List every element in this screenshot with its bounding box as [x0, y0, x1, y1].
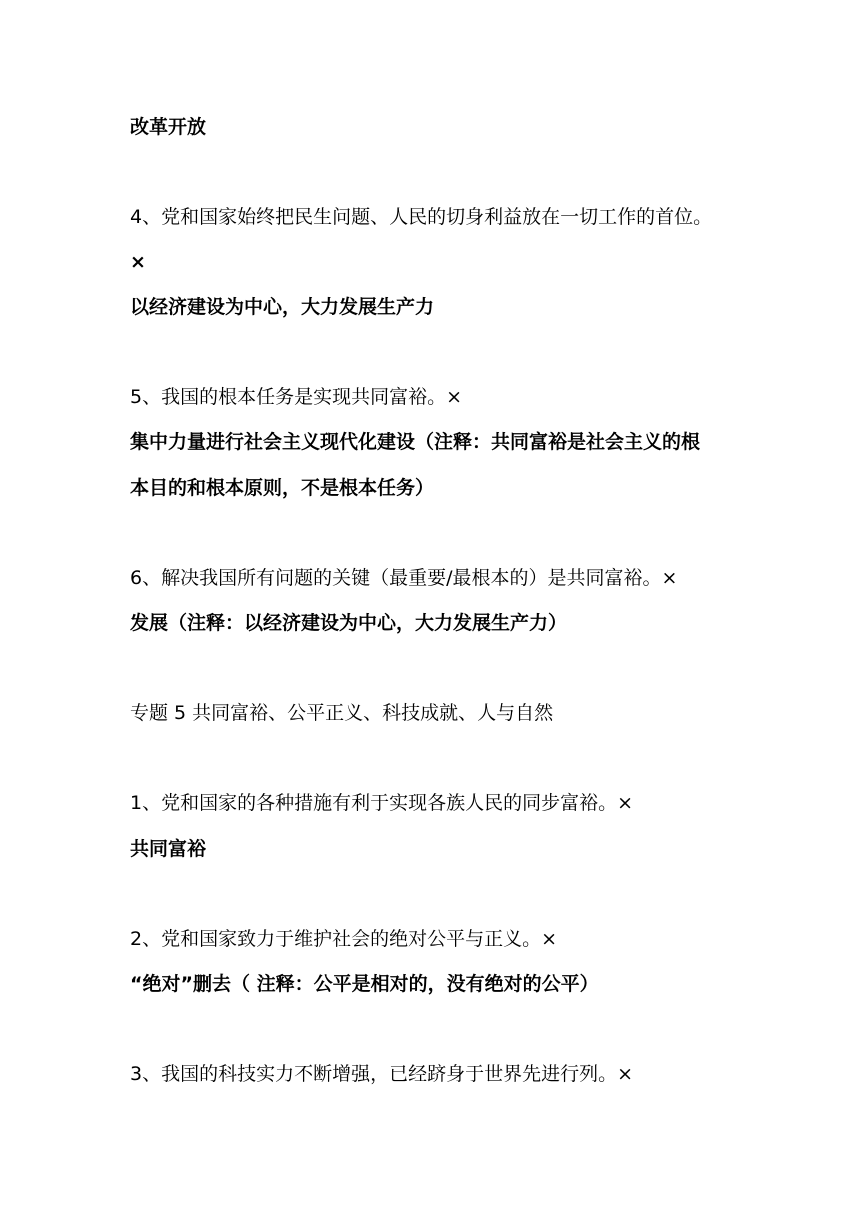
question-1: 1、党和国家的各种措施有利于实现各族人民的同步富裕。× — [130, 792, 634, 814]
section-heading: 专题 5 共同富裕、公平正义、科技成就、人与自然 — [130, 702, 554, 724]
answer-4: 以经济建设为中心，大力发展生产力 — [130, 296, 435, 318]
answer-1: 共同富裕 — [130, 838, 207, 860]
answer-2: “绝对”删去（ 注释：公平是相对的，没有绝对的公平） — [130, 973, 599, 995]
answer-reform-opening: 改革开放 — [130, 116, 207, 138]
question-4-mark: × — [130, 251, 146, 273]
answer-5-line-2: 本目的和根本原则，不是根本任务） — [130, 477, 435, 499]
question-3: 3、我国的科技实力不断增强，已经跻身于世界先进行列。× — [130, 1063, 634, 1085]
answer-6: 发展（注释：以经济建设为中心，大力发展生产力） — [130, 612, 568, 634]
question-2: 2、党和国家致力于维护社会的绝对公平与正义。× — [130, 928, 558, 950]
question-6: 6、解决我国所有问题的关键（最重要/最根本的）是共同富裕。× — [130, 567, 678, 589]
question-4: 4、党和国家始终把民生问题、人民的切身利益放在一切工作的首位。 — [130, 206, 713, 228]
answer-5-line-1: 集中力量进行社会主义现代化建设（注释：共同富裕是社会主义的根 — [130, 431, 701, 453]
question-5: 5、我国的根本任务是实现共同富裕。× — [130, 386, 463, 408]
